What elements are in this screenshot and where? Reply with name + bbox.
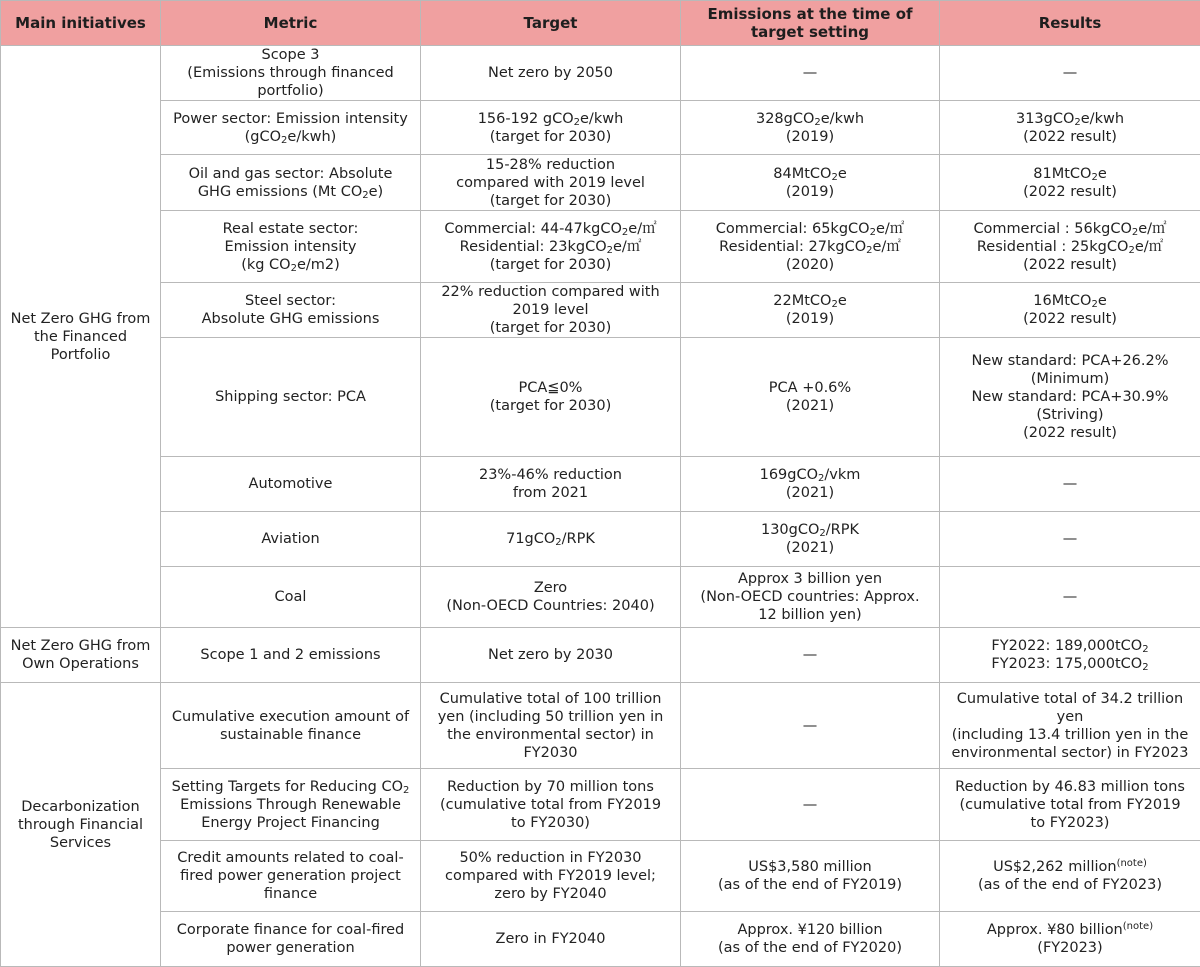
- metric-cell: Credit amounts related to coal- fired power generation project finance: [161, 841, 421, 912]
- results-cell: —: [940, 457, 1200, 512]
- metric-cell: Cumulative execution amount of sustainable finance: [161, 683, 421, 769]
- table-row: [1, 338, 1200, 457]
- table-row: [1, 211, 1200, 283]
- emissions-cell: 328gCO$_2$e/kwh (2019): [681, 101, 940, 155]
- table-row: [1, 567, 1200, 628]
- table-row: [1, 628, 1200, 683]
- header-metric: Metric: [161, 1, 421, 46]
- table-row: [1, 101, 1200, 155]
- metric-cell: Real estate sector: Emission intensity (kg $CO_2e/m2$): [161, 211, 421, 283]
- header-results: Results: [940, 1, 1200, 46]
- table-row: [1, 46, 1200, 101]
- emissions-cell: 84MtCO$_2$e (2019): [681, 155, 940, 211]
- results-cell: Cumulative total of 34.2 trillion yen (including 13.4 trillion yen in the environmental sector) in FY2023: [940, 683, 1200, 769]
- results-cell: US$2,262 million$^{(note)}$ (as of the end of FY2023): [940, 841, 1200, 912]
- emissions-cell: Approx 3 billion yen (Non-OECD countries: Approx. 12 billion yen): [681, 567, 940, 628]
- table-row: [1, 512, 1200, 567]
- target-cell: 22% reduction compared with 2019 level (target for 2030): [421, 283, 681, 338]
- results-cell: FY2022: 189,000tCO$_2$ FY2023: 175,000tCO$_2$: [940, 628, 1200, 683]
- emissions-cell: —: [681, 769, 940, 841]
- note-marker: (note): [1123, 921, 1153, 932]
- target-cell: Cumulative total of 100 trillion yen (including 50 trillion yen in the environmental sector) in FY2030: [421, 683, 681, 769]
- target-cell: Net zero by 2050: [421, 46, 681, 101]
- metric-cell: Scope 3 (Emissions through financed portfolio): [161, 46, 421, 101]
- target-cell: Zero (Non-OECD Countries: 2040): [421, 567, 681, 628]
- results-cell: —: [940, 512, 1200, 567]
- emissions-cell: —: [681, 683, 940, 769]
- emissions-cell: 22MtCO$_2$e (2019): [681, 283, 940, 338]
- group-financial-services: Decarbonization through Financial Services: [1, 683, 161, 967]
- group-own-operations: Net Zero GHG from Own Operations: [1, 628, 161, 683]
- results-cell: Reduction by 46.83 million tons (cumulative total from FY2019 to FY2023): [940, 769, 1200, 841]
- table-row: [1, 912, 1200, 967]
- metric-cell: Steel sector: Absolute GHG emissions: [161, 283, 421, 338]
- table-row: [1, 155, 1200, 211]
- target-cell: 23%-46% reduction from 2021: [421, 457, 681, 512]
- emissions-cell: US$3,580 million (as of the end of FY2019): [681, 841, 940, 912]
- target-cell: PCA≦0% (target for 2030): [421, 338, 681, 457]
- emissions-cell: 169gCO$_2$/vkm (2021): [681, 457, 940, 512]
- table-row: [1, 841, 1200, 912]
- results-cell: Approx. ¥80 billion$^{(note)}$ (FY2023): [940, 912, 1200, 967]
- table-row: [1, 683, 1200, 769]
- table-row: [1, 769, 1200, 841]
- metric-cell: Setting Targets for Reducing $CO_2$ Emissions Through Renewable Energy Project Financing: [161, 769, 421, 841]
- emissions-cell: —: [681, 628, 940, 683]
- header-emissions: Emissions at the time of target setting: [681, 1, 940, 46]
- emissions-cell: PCA +0.6% (2021): [681, 338, 940, 457]
- metric-cell: Automotive: [161, 457, 421, 512]
- target-cell: 71gCO$_2$/RPK: [421, 512, 681, 567]
- header-row: [1, 1, 1200, 46]
- table-row: [1, 457, 1200, 512]
- target-cell: Net zero by 2030: [421, 628, 681, 683]
- metric-cell: Scope 1 and 2 emissions: [161, 628, 421, 683]
- metric-cell: Aviation: [161, 512, 421, 567]
- results-cell: —: [940, 46, 1200, 101]
- group-financed-portfolio: Net Zero GHG from the Financed Portfolio: [1, 46, 161, 628]
- emissions-cell: 130gCO$_2$/RPK (2021): [681, 512, 940, 567]
- results-cell: 16MtCO$_2$e (2022 result): [940, 283, 1200, 338]
- target-cell: Commercial: 44-47kgCO$_2$e/㎡ Residential: 23kgCO$_2$e/㎡ (target for 2030): [421, 211, 681, 283]
- metric-cell: Power sector: Emission intensity (gCO$_2$e/kwh): [161, 101, 421, 155]
- target-cell: 50% reduction in FY2030 compared with FY2019 level; zero by FY2040: [421, 841, 681, 912]
- target-cell: 15-28% reduction compared with 2019 level (target for 2030): [421, 155, 681, 211]
- emissions-cell: Commercial: 65kgCO$_2$e/㎡ Residential: 27kgCO$_2$e/㎡ (2020): [681, 211, 940, 283]
- emissions-cell: —: [681, 46, 940, 101]
- results-cell: Commercial : 56kgCO$_2$e/㎡ Residential : 25kgCO$_2$e/㎡ (2022 result): [940, 211, 1200, 283]
- results-cell: 81MtCO$_2$e (2022 result): [940, 155, 1200, 211]
- header-target: Target: [421, 1, 681, 46]
- metric-cell: Shipping sector: PCA: [161, 338, 421, 457]
- results-cell: New standard: PCA+26.2% (Minimum) New standard: PCA+30.9% (Striving) (2022 result): [940, 338, 1200, 457]
- target-cell: Reduction by 70 million tons (cumulative total from FY2019 to FY2030): [421, 769, 681, 841]
- metric-cell: Coal: [161, 567, 421, 628]
- results-cell: —: [940, 567, 1200, 628]
- target-cell: Zero in FY2040: [421, 912, 681, 967]
- results-cell: 313gCO$_2$e/kwh (2022 result): [940, 101, 1200, 155]
- note-marker: (note): [1117, 858, 1147, 869]
- metric-cell: Oil and gas sector: Absolute GHG emissions (Mt $CO_2e$): [161, 155, 421, 211]
- metric-cell: Corporate finance for coal-fired power generation: [161, 912, 421, 967]
- header-main-initiatives: Main initiatives: [1, 1, 161, 46]
- target-cell: 156-192 gCO$_2$e/kwh (target for 2030): [421, 101, 681, 155]
- table-row: [1, 283, 1200, 338]
- emissions-cell: Approx. ¥120 billion (as of the end of FY2020): [681, 912, 940, 967]
